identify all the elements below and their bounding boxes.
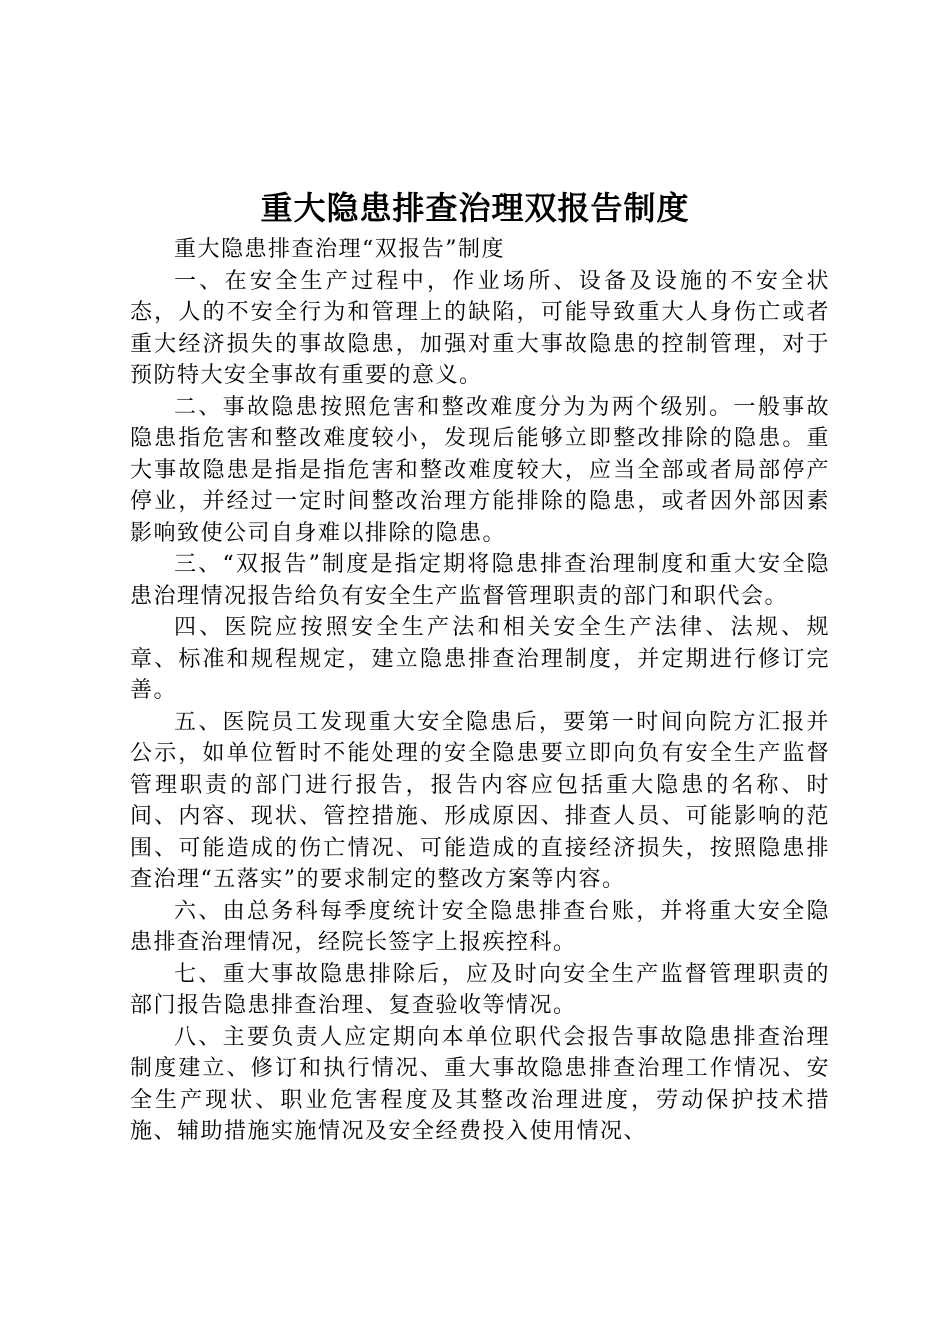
paragraph-4: 四、医院应按照安全生产法和相关安全生产法律、法规、规章、标准和规程规定，建立隐患排查治理制度，并定期进行修订完善。	[130, 615, 830, 703]
paragraph-8: 八、主要负责人应定期向本单位职代会报告事故隐患排查治理制度建立、修订和执行情况、重大事故隐患排查治理工作情况、安全生产现状、职业危害程度及其整改治理进度，劳动保护技术措施、辅助措施实施情况及安全经费投入使用情况、	[130, 1024, 830, 1144]
paragraph-3: 三、“双报告”制度是指定期将隐患排查治理制度和重大安全隐患治理情况报告给负有安全生产监督管理职责的部门和职代会。	[130, 552, 830, 609]
paragraph-7: 七、重大事故隐患排除后，应及时向安全生产监督管理职责的部门报告隐患排查治理、复查验收等情况。	[130, 961, 830, 1018]
paragraph-5: 五、医院员工发现重大安全隐患后，要第一时间向院方汇报并公示，如单位暂时不能处理的安全隐患要立即向负有安全生产监督管理职责的部门进行报告，报告内容应包括重大隐患的名称、时间、内容、现状、管控措施、形成原因、排查人员、可能影响的范围、可能造成的伤亡情况、可能造成的直接经济损失，按照隐患排查治理“五落实”的要求制定的整改方案等内容。	[130, 709, 830, 892]
paragraph-1: 一、在安全生产过程中，作业场所、设备及设施的不安全状态，人的不安全行为和管理上的缺陷，可能导致重大人身伤亡或者重大经济损失的事故隐患，加强对重大事故隐患的控制管理，对于预防特大安全事故有重要的意义。	[130, 268, 830, 388]
document-title: 重大隐患排查治理双报告制度	[260, 189, 690, 227]
paragraph-2: 二、事故隐患按照危害和整改难度分为为两个级别。一般事故隐患指危害和整改难度较小，发现后能够立即整改排除的隐患。重大事故隐患是指是指危害和整改难度较大，应当全部或者局部停产停业，并经过一定时间整改治理方能排除的隐患，或者因外部因素影响致使公司自身难以排除的隐患。	[130, 394, 830, 546]
document-body	[130, 234, 830, 1148]
paragraph-6: 六、由总务科每季度统计安全隐患排查台账，并将重大安全隐患排查治理情况，经院长签字上报疾控科。	[130, 898, 830, 955]
paragraph-subtitle: 重大隐患排查治理“双报告”制度	[174, 237, 505, 262]
